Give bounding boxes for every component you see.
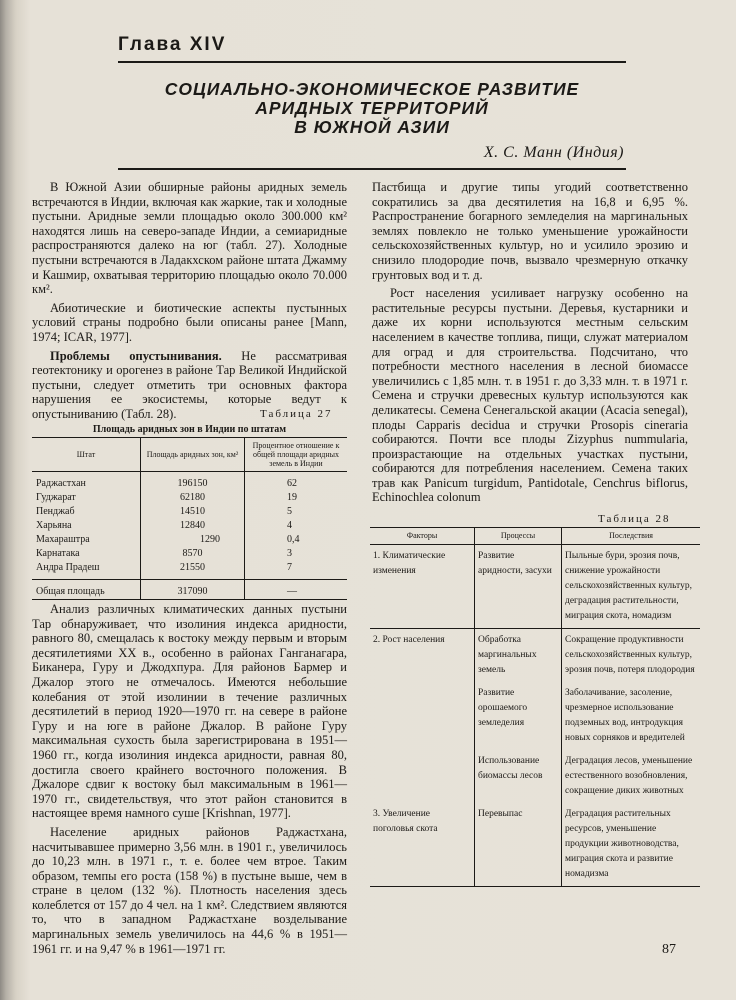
percent-cell: 4 bbox=[245, 519, 348, 533]
table-row bbox=[32, 547, 347, 561]
table28-header-processes: Процессы bbox=[475, 528, 562, 545]
state-cell: Гуджарат bbox=[36, 492, 76, 503]
percent-cell: 7 bbox=[245, 561, 348, 580]
left-paragraph-5: Население аридных районов Раджастхана, насчитывавшее примерно 3,56 млн. в 1901 г., увеличилось до 10,23 млн. в 1971 г., т. е. более чем втрое. Таким образом, темпы его роста (158 %) в пустыне выше, чем в стране в целом (132 %). Плотность населения здесь колеблется от 157 до 4 чел. на 1 км². Следствием являются то, что в западном Раджастхане возделывание маргинальных земель увеличилось на 44,6 % в 1951—1961 гг. и на 9,47 % в 1961—1971 гг. bbox=[32, 824, 347, 956]
total-percent: — bbox=[245, 580, 348, 600]
area-cell: 14510 bbox=[141, 505, 245, 519]
article-title bbox=[118, 80, 626, 137]
process-cell: Развитие аридности, засухи bbox=[475, 545, 562, 629]
title-rule bbox=[118, 168, 626, 170]
percent-cell: 0,4 bbox=[245, 533, 348, 547]
left-paragraph-2: Абиотические и биотические аспекты пустынных условий страны подробно были описаны ранее [Mann, 1974; ICAR, 1977]. bbox=[32, 300, 347, 344]
table-row bbox=[370, 750, 700, 803]
section-heading: Проблемы опустынивания. bbox=[50, 348, 222, 363]
state-cell: Харьяна bbox=[36, 520, 72, 531]
process-cell: Обработка маргинальных земель bbox=[475, 629, 562, 683]
percent-cell: 62 bbox=[245, 472, 348, 492]
percent-cell: 5 bbox=[245, 505, 348, 519]
area-cell: 12840 bbox=[141, 519, 245, 533]
table27-header-percent: Процентное отношение к общей площади аридных земель в Индии bbox=[245, 438, 348, 472]
left-paragraph-4: Анализ различных климатических данных пустыни Тар обнаруживает, что изолиния индекса аридности, равного 80, смещалась к востоку между первым и вторым десятилетиями XX в., особенно в районах Ганганагара, Биканера, Гуру и Джодхпура. Для районов Бармер и Джалор этого не отмечалось. Имеются небольшие колебания от этой изолинии в течение различных десятилетий в период 1920—1970 гг. на севере в районе Гуру и на юге в районе Джалор. В районе Гуру максимальная сухость была зарегистрирована в 1951—1960 гг., когда изолиния индекса аридности, равная 80, достигла своего крайнего восточного положения. В Джалоре сдвиг к востоку был максимальным в 1961—1970 гг., свидетельствуя, что этот район становится в настоящее время намного суше [Krishnan, 1977]. bbox=[32, 602, 347, 821]
effect-cell: Сокращение продуктивности сельскохозяйственных культур, эрозия почв, потеря плодородия bbox=[562, 629, 701, 683]
table27-title: Площадь аридных зон в Индии по штатам bbox=[92, 424, 287, 435]
page-number: 87 bbox=[662, 942, 676, 957]
table-row bbox=[370, 629, 700, 683]
table-row bbox=[32, 533, 347, 547]
table27-header-area: Площадь аридных зон, км² bbox=[141, 438, 245, 472]
table27-header-state: Штат bbox=[32, 438, 141, 472]
title-line-3: В ЮЖНОЙ АЗИИ bbox=[294, 117, 450, 137]
table28 bbox=[370, 527, 700, 887]
effect-cell: Заболачивание, засоление, чрезмерное использование подземных вод, интродукция новых сорняков и вредителей bbox=[562, 682, 701, 750]
area-cell: 8570 bbox=[141, 547, 245, 561]
factor-cell: 2. Рост населения bbox=[370, 629, 475, 683]
table-row bbox=[32, 561, 347, 580]
table28-header-factors: Факторы bbox=[370, 528, 475, 545]
effect-cell: Деградация растительных ресурсов, уменьшение продукции животноводства, миграция скота и развитие номадизма bbox=[562, 803, 701, 887]
total-area: 317090 bbox=[141, 580, 245, 600]
table-row bbox=[32, 491, 347, 505]
author-line: Х. С. Манн (Индия) bbox=[483, 144, 624, 161]
state-cell: Раджастхан bbox=[36, 478, 86, 489]
percent-cell: 19 bbox=[245, 491, 348, 505]
table-row bbox=[32, 505, 347, 519]
left-column-top bbox=[32, 180, 347, 426]
table28-caption: Таблица 28 bbox=[598, 513, 671, 525]
table27 bbox=[32, 437, 347, 600]
factor-cell: 1. Климатические изменения bbox=[373, 551, 446, 576]
chapter-heading: Глава XIV bbox=[118, 34, 227, 55]
right-column bbox=[372, 180, 688, 509]
area-cell: 1290 bbox=[141, 533, 245, 547]
state-cell: Махараштра bbox=[36, 534, 90, 545]
percent-cell: 3 bbox=[245, 547, 348, 561]
factor-cell: 3. Увеличение поголовья скота bbox=[370, 803, 475, 887]
table27-caption: Таблица 27 bbox=[260, 408, 333, 420]
state-cell: Андра Прадеш bbox=[36, 562, 100, 573]
table-row bbox=[32, 472, 347, 492]
area-cell: 62180 bbox=[141, 491, 245, 505]
area-cell: 21550 bbox=[141, 561, 245, 580]
factor-cell bbox=[370, 750, 475, 803]
state-cell: Карнатака bbox=[36, 548, 80, 559]
effect-cell: Пыльные бури, эрозия почв, снижение урожайности сельскохозяйственных культур, деградация растительности, миграция скота, номадизм bbox=[562, 545, 701, 629]
effect-cell: Деградация лесов, уменьшение естественного возобновления, сокращение диких животных bbox=[562, 750, 701, 803]
left-paragraph-3-text: Не рассматривая геотектонику и орогенез в районе Тар Великой Индийской пустыни, следует отметить три основных фактора нарушения ее экосистемы, которые ведут к опустыниванию (Табл. 28). bbox=[32, 348, 347, 421]
right-paragraph-1: Пастбища и другие типы угодий соответственно сократились за два десятилетия на 16,8 и 6,95 %. Распространение богарного земледелия на маргинальных землях повлекло не только уменьшение урожайности сельскохозяйственных культур, но и усилило эрозию и снизило плодородие почв, вызвало чрезмерную откачку грунтовых вод и т. д. bbox=[372, 180, 688, 282]
process-cell: Перевыпас bbox=[475, 803, 562, 887]
left-paragraph-1: В Южной Азии обширные районы аридных земель встречаются в Индии, включая как жаркие, так и холодные пустыни. Аридные земли площадью около 300.000 км² находятся лишь на северо-западе Индии, а семиаридные распространяются далеко на юг (табл. 27). Холодные пустыни встречаются в Ладакхском районе штата Джамму и Кашмир, охватывая территорию площадью около 70.000 км². bbox=[32, 180, 347, 297]
title-line-2: АРИДНЫХ ТЕРРИТОРИЙ bbox=[255, 98, 489, 118]
table27-total-row bbox=[32, 580, 347, 600]
factor-cell bbox=[370, 682, 475, 750]
chapter-rule bbox=[118, 61, 626, 63]
area-cell: 196150 bbox=[141, 472, 245, 492]
table-row bbox=[32, 519, 347, 533]
total-label: Общая площадь bbox=[32, 580, 141, 600]
process-cell: Использование биомассы лесов bbox=[475, 750, 562, 803]
title-line-1: СОЦИАЛЬНО-ЭКОНОМИЧЕСКОЕ РАЗВИТИЕ bbox=[164, 79, 580, 99]
table-row bbox=[370, 545, 700, 629]
table-row bbox=[370, 803, 700, 887]
process-cell: Развитие орошаемого земледелия bbox=[475, 682, 562, 750]
right-paragraph-2: Рост населения усиливает нагрузку особенно на растительные ресурсы пустыни. Деревья, кустарники и даже их корни используются местным сельским населением в качестве топлива, пищи, служат материалом для оград и для строительства. Подсчитано, что потребности местного населения в лесной биомассе увеличились с 1,85 млн. т. в 1951 г. до 3,33 млн. т. в 1971 г. Семена и стручки древесных культур используются как деликатесы. Семена Сенегальской акации (Acacia senegal), плоды Capparis decidua и стручки Prosopis cineraria собираются. Почти все плоды Zizyphus nummularia, произрастающие на отдельных участках пустыни, собираются для потребления населением. Семена таких трав как Panicum turgidum, Pantidotale, Cenchrus biflorus, Echinochlea colonum bbox=[372, 286, 688, 505]
state-cell: Пенджаб bbox=[36, 506, 75, 517]
table-row bbox=[370, 682, 700, 750]
table28-header-effects: Последствия bbox=[562, 528, 701, 545]
left-column-bottom bbox=[32, 602, 347, 960]
